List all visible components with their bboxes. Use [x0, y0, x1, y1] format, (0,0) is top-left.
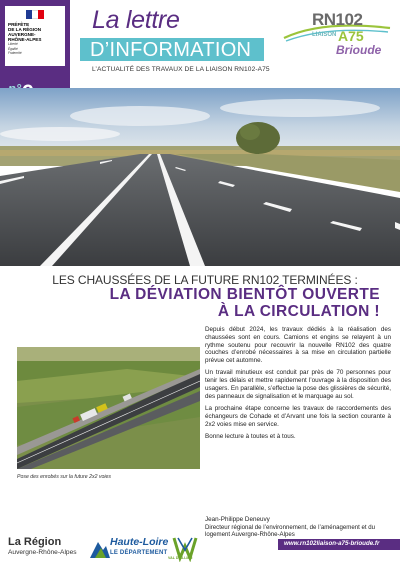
signature-name: Jean-Philippe Deneuvy [205, 516, 270, 523]
project-logo [282, 10, 394, 66]
road-photo [0, 88, 400, 266]
title-subtitle: L’ACTUALITÉ DES TRAVAUX DE LA LIAISON RN102-A75 [92, 66, 270, 73]
signature-role: Directeur régional de l’environnement, de l’aménagement et du logement Auvergne-Rhône-Alpes [205, 523, 376, 538]
motto-line: Fraternité [8, 51, 22, 56]
town-logo-text: VAL D’ALLIER [168, 556, 193, 560]
region-sub: Auvergne-Rhône-Alpes [8, 549, 77, 556]
article-paragraph: Un travail minutieux est conduit par près de 70 personnes pour tenir les délais et mettre rapidement l’ouvrage à la disposition des usagers. En parallèle, s’effectue la pose des glissières de sécurité, des panneaux de signalisation et le marquage au sol. [205, 369, 391, 400]
department-sub: LE DÉPARTEMENT [110, 550, 168, 556]
department-name: Haute-Loire [110, 536, 169, 548]
article-headline-1: LA DÉVIATION BIENTÔT OUVERTE [109, 286, 380, 303]
prefecture-line: AUVERGNE- [8, 32, 36, 37]
article-paragraph: Bonne lecture à toutes et à tous. [205, 433, 296, 441]
photo-caption: Pose des enrobés sur la future 2x2 voies [17, 474, 112, 480]
website-link[interactable]: www.rn102liaison-a75-brioude.fr [284, 540, 380, 547]
logo-liaison: LIAISON [312, 32, 337, 38]
motto-line: Égalité [8, 46, 18, 51]
prefecture-line: PRÉFÈTE [8, 22, 30, 27]
title-line-2: D’INFORMATION [90, 39, 252, 61]
article-kicker: LES CHAUSSÉES DE LA FUTURE RN102 TERMINÉES : [52, 273, 358, 287]
title-line-1: La lettre [92, 6, 180, 34]
logo-rn: RN102 [312, 10, 363, 29]
region-name: La Région [8, 536, 62, 548]
prefecture-line: RHÔNE-ALPES [8, 37, 42, 42]
prefecture-logo [5, 6, 65, 66]
french-flag-icon [26, 10, 44, 19]
prefecture-line: DE LA RÉGION [8, 27, 42, 32]
roadworks-photo [17, 347, 200, 469]
department-logo [90, 536, 172, 560]
motto-line: Liberté [8, 42, 18, 46]
signature-block [205, 516, 391, 538]
article-headline-2: À LA CIRCULATION ! [217, 303, 380, 320]
article-body [205, 326, 391, 445]
article-paragraph: La prochaine étape concerne les travaux de raccordements des échangeurs de Cohade et d’Arvant une fois la section courante à 2x2 voies mise en service. [205, 405, 391, 428]
department-mountain-icon [90, 536, 110, 558]
region-logo [8, 536, 77, 556]
article-paragraph: Depuis début 2024, les travaux dédiés à la réalisation des chaussées sont en cours. Camions et engins se relayent à un rythme soutenu pour recouvrir la nouvelle RN102 des quatre couches d’enrobé nécessaires à sa mise en circulation partielle prévue cet automne. [205, 326, 391, 365]
logo-a75: A75 [338, 28, 364, 44]
logo-town: Brioude [336, 43, 382, 57]
